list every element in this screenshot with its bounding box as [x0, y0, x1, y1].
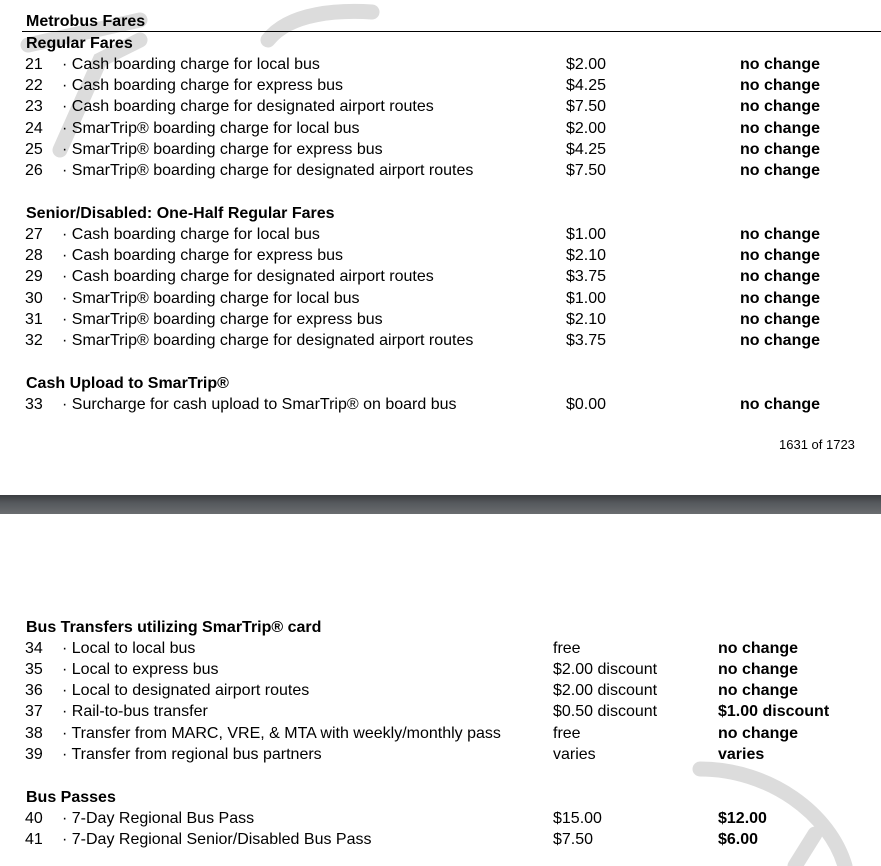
line-item-description: · SmarTrip® boarding charge for local bus [62, 120, 360, 137]
page-title: Metrobus Fares [26, 13, 146, 30]
fare-value: $2.00 discount [553, 661, 658, 678]
proposed-change: no change [740, 290, 821, 307]
fare-value: $0.00 [566, 396, 607, 413]
page-number: 1631 of 1723 [779, 437, 855, 452]
line-item-description: · Transfer from MARC, VRE, & MTA with weekly/monthly pass [62, 725, 501, 742]
line-item-number: 22 [25, 77, 43, 94]
line-item-number: 30 [25, 290, 43, 307]
fare-value: $3.75 [566, 332, 607, 349]
proposed-change: no change [740, 98, 821, 115]
line-item-number: 23 [25, 98, 43, 115]
line-item-number: 40 [25, 810, 43, 827]
line-item-number: 21 [25, 56, 43, 73]
line-item-description: · 7-Day Regional Senior/Disabled Bus Pass [62, 831, 372, 848]
fare-value: $7.50 [566, 98, 607, 115]
line-item-number: 25 [25, 141, 43, 158]
line-item-description: · Surcharge for cash upload to SmarTrip® on board bus [62, 396, 457, 413]
proposed-change: $1.00 discount [718, 703, 830, 720]
line-item-description: · SmarTrip® boarding charge for express bus [62, 311, 383, 328]
fare-value: $2.00 discount [553, 682, 658, 699]
line-item-description: · SmarTrip® boarding charge for designated airport routes [62, 162, 474, 179]
fare-value: $2.10 [566, 311, 607, 328]
fare-value: $2.10 [566, 247, 607, 264]
proposed-change: no change [740, 120, 821, 137]
fare-value: $1.00 [566, 226, 607, 243]
line-item-description: · 7-Day Regional Bus Pass [62, 810, 255, 827]
line-item-number: 31 [25, 311, 43, 328]
proposed-change: no change [740, 396, 821, 413]
line-item-number: 35 [25, 661, 43, 678]
line-item-description: · Local to local bus [62, 640, 196, 657]
fare-value: $4.25 [566, 141, 607, 158]
line-item-description: · Local to express bus [62, 661, 219, 678]
line-item-description: · Rail-to-bus transfer [62, 703, 208, 720]
section-heading: Bus Transfers utilizing SmarTrip® card [26, 619, 322, 636]
line-item-description: · Transfer from regional bus partners [62, 746, 322, 763]
line-item-number: 29 [25, 268, 43, 285]
proposed-change: no change [740, 141, 821, 158]
line-item-description: · Local to designated airport routes [62, 682, 310, 699]
line-item-description: · Cash boarding charge for express bus [62, 77, 344, 94]
proposed-change: varies [718, 746, 765, 763]
proposed-change: no change [740, 332, 821, 349]
proposed-change: no change [740, 226, 821, 243]
fare-value: $2.00 [566, 120, 607, 137]
line-item-number: 41 [25, 831, 43, 848]
proposed-change: $12.00 [718, 810, 767, 827]
line-item-description: · Cash boarding charge for designated airport routes [62, 98, 434, 115]
line-item-number: 26 [25, 162, 43, 179]
fare-value: $0.50 discount [553, 703, 658, 720]
proposed-change: no change [740, 162, 821, 179]
fare-value: $15.00 [553, 810, 602, 827]
line-item-number: 28 [25, 247, 43, 264]
proposed-change: no change [740, 268, 821, 285]
fare-value: varies [553, 746, 596, 763]
section-heading: Bus Passes [26, 789, 116, 806]
section-heading: Regular Fares [26, 35, 133, 52]
proposed-change: no change [718, 640, 799, 657]
line-item-number: 32 [25, 332, 43, 349]
line-item-number: 38 [25, 725, 43, 742]
line-item-description: · Cash boarding charge for local bus [62, 56, 320, 73]
proposed-change: $6.00 [718, 831, 759, 848]
proposed-change: no change [718, 725, 799, 742]
document-page-2 [0, 514, 881, 866]
line-item-number: 39 [25, 746, 43, 763]
line-item-description: · SmarTrip® boarding charge for designated airport routes [62, 332, 474, 349]
fare-value: $7.50 [553, 831, 594, 848]
line-item-number: 37 [25, 703, 43, 720]
proposed-change: no change [740, 77, 821, 94]
line-item-number: 27 [25, 226, 43, 243]
proposed-change: no change [740, 247, 821, 264]
line-item-number: 36 [25, 682, 43, 699]
proposed-change: no change [718, 661, 799, 678]
line-item-description: · SmarTrip® boarding charge for local bus [62, 290, 360, 307]
section-heading: Senior/Disabled: One-Half Regular Fares [26, 205, 335, 222]
proposed-change: no change [740, 311, 821, 328]
page-separator [0, 495, 881, 514]
fare-value: $1.00 [566, 290, 607, 307]
line-item-number: 33 [25, 396, 43, 413]
line-item-description: · Cash boarding charge for express bus [62, 247, 344, 264]
line-item-number: 24 [25, 120, 43, 137]
fare-value: free [553, 640, 581, 657]
title-rule [22, 31, 881, 32]
proposed-change: no change [718, 682, 799, 699]
fare-value: $3.75 [566, 268, 607, 285]
line-item-description: · Cash boarding charge for designated airport routes [62, 268, 434, 285]
fare-value: free [553, 725, 581, 742]
fare-value: $4.25 [566, 77, 607, 94]
fare-value: $7.50 [566, 162, 607, 179]
line-item-number: 34 [25, 640, 43, 657]
line-item-description: · Cash boarding charge for local bus [62, 226, 320, 243]
fare-value: $2.00 [566, 56, 607, 73]
line-item-description: · SmarTrip® boarding charge for express bus [62, 141, 383, 158]
section-heading: Cash Upload to SmarTrip® [26, 375, 229, 392]
proposed-change: no change [740, 56, 821, 73]
